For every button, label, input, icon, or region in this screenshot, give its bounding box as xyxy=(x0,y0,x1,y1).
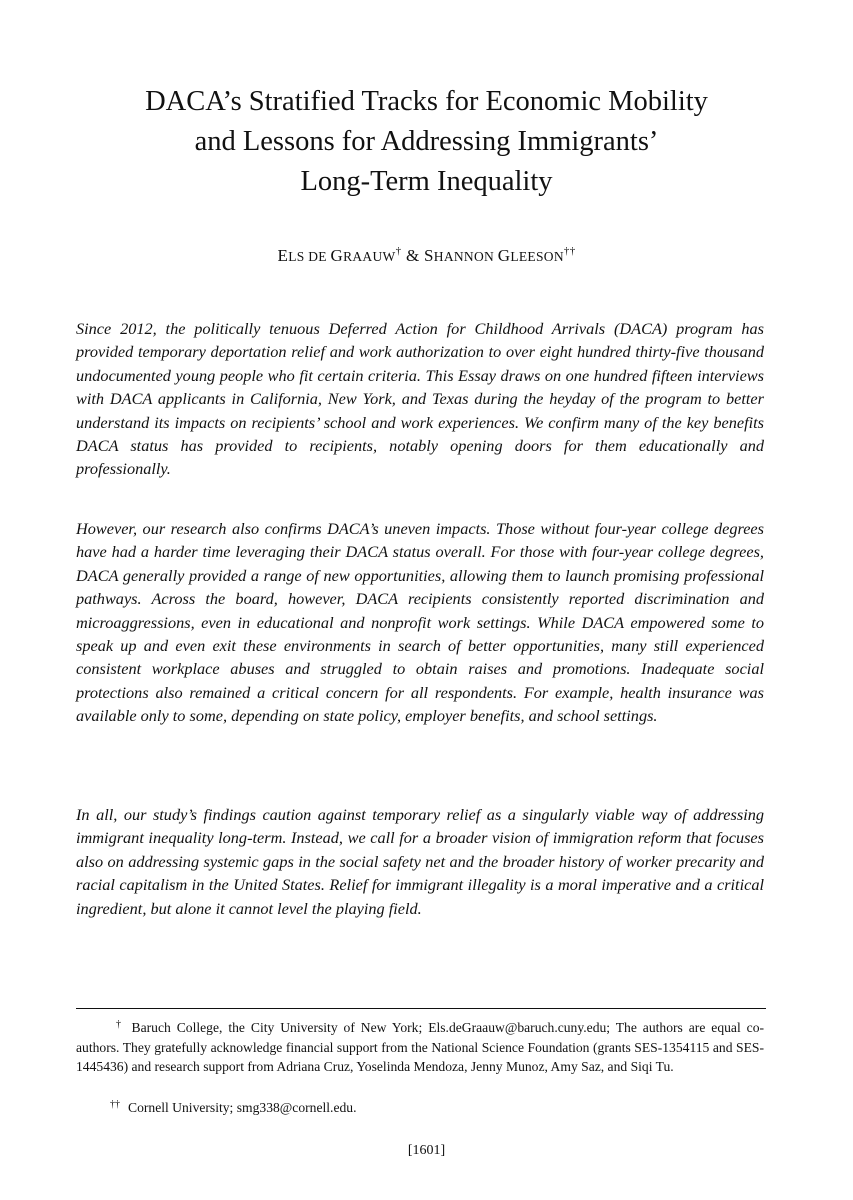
author1-footnote-mark[interactable]: † xyxy=(395,245,402,257)
title-line-2: and Lessons for Addressing Immigrants’ xyxy=(194,126,659,157)
footnote-2 xyxy=(76,1098,764,1118)
footnote-divider xyxy=(76,1008,766,1009)
footnote-2-mark: †† xyxy=(110,1099,120,1110)
footnote-1-mark: † xyxy=(116,1019,124,1030)
author2-first-name: HANNON xyxy=(433,249,498,264)
footnote-2-text: Cornell University; smg338@cornell.edu. xyxy=(128,1100,357,1115)
author-byline xyxy=(0,246,853,266)
author2-last-initial: G xyxy=(497,246,511,265)
abstract-paragraph-1: Since 2012, the politically tenuous Deferred Action for Childhood Arrivals (DACA) program has provided temporary deportation relief and work authorization to over eight hundred thirty-five thousand undocumented young people who fit certain criteria. This Essay draws on one hundred fifteen interviews with DACA applicants in California, New York, and Texas during the heyday of the program to better understand its impacts on recipients’ school and work experiences. We confirm many of the key benefits DACA status has provided to recipients, notably opening doors for them educationally and professionally. xyxy=(76,319,764,479)
page-number: [1601] xyxy=(407,1143,446,1158)
author1-first-name: LS DE xyxy=(288,249,331,264)
author2-initial: S xyxy=(424,246,434,265)
author2-last-name: LEESON xyxy=(510,249,564,264)
abstract-paragraph-3: In all, our study’s findings caution against temporary relief as a singularly viable way of addressing immigrant inequality long-term. Instead, we call for a broader vision of immigration reform that focuses also on addressing systemic gaps in the social safety net and the broader history of worker precarity and racial capitalism in the United States. Relief for immigrant illegality is a moral imperative and a critical ingredient, but alone it cannot level the playing field. xyxy=(76,805,764,918)
author1-last-name: RAAUW xyxy=(343,249,396,264)
title-line-1: DACA’s Stratified Tracks for Economic Mobility xyxy=(145,86,708,117)
footnote-1 xyxy=(76,1018,764,1077)
article-title xyxy=(60,82,793,202)
author1-last-initial: G xyxy=(330,246,344,265)
title-line-3: Long-Term Inequality xyxy=(300,166,553,197)
footnote-1-text: Baruch College, the City University of New York; Els.deGraauw@baruch.cuny.edu; The authors are equal co-authors. They gratefully acknowledge financial support from the National Science Foundation (grants SES-1354115 and SES-1445436) and research support from Adriana Cruz, Yoselinda Mendoza, Jenny Munoz, Amy Saz, and Siqi Tu. xyxy=(76,1020,765,1075)
author2-footnote-mark[interactable]: †† xyxy=(563,245,576,257)
abstract-paragraph-2: However, our research also confirms DACA’s uneven impacts. Those without four-year college degrees have had a harder time leveraging their DACA status overall. For those with four-year college degrees, DACA generally provided a range of new opportunities, allowing them to launch promising professional pathways. Across the board, however, DACA recipients consistently reported discrimination and microaggressions, even in educational and nonprofit work settings. While DACA empowered some to speak up and even exit these environments in search of better opportunities, many still experienced consistent workplace abuses and struggled to obtain raises and promotions. Inadequate social protections also remained a critical concern for all respondents. For example, health insurance was available only to some, depending on state policy, employer benefits, and school settings. xyxy=(76,519,764,726)
author1-initial: E xyxy=(277,246,289,265)
author-joiner: & xyxy=(401,246,425,265)
